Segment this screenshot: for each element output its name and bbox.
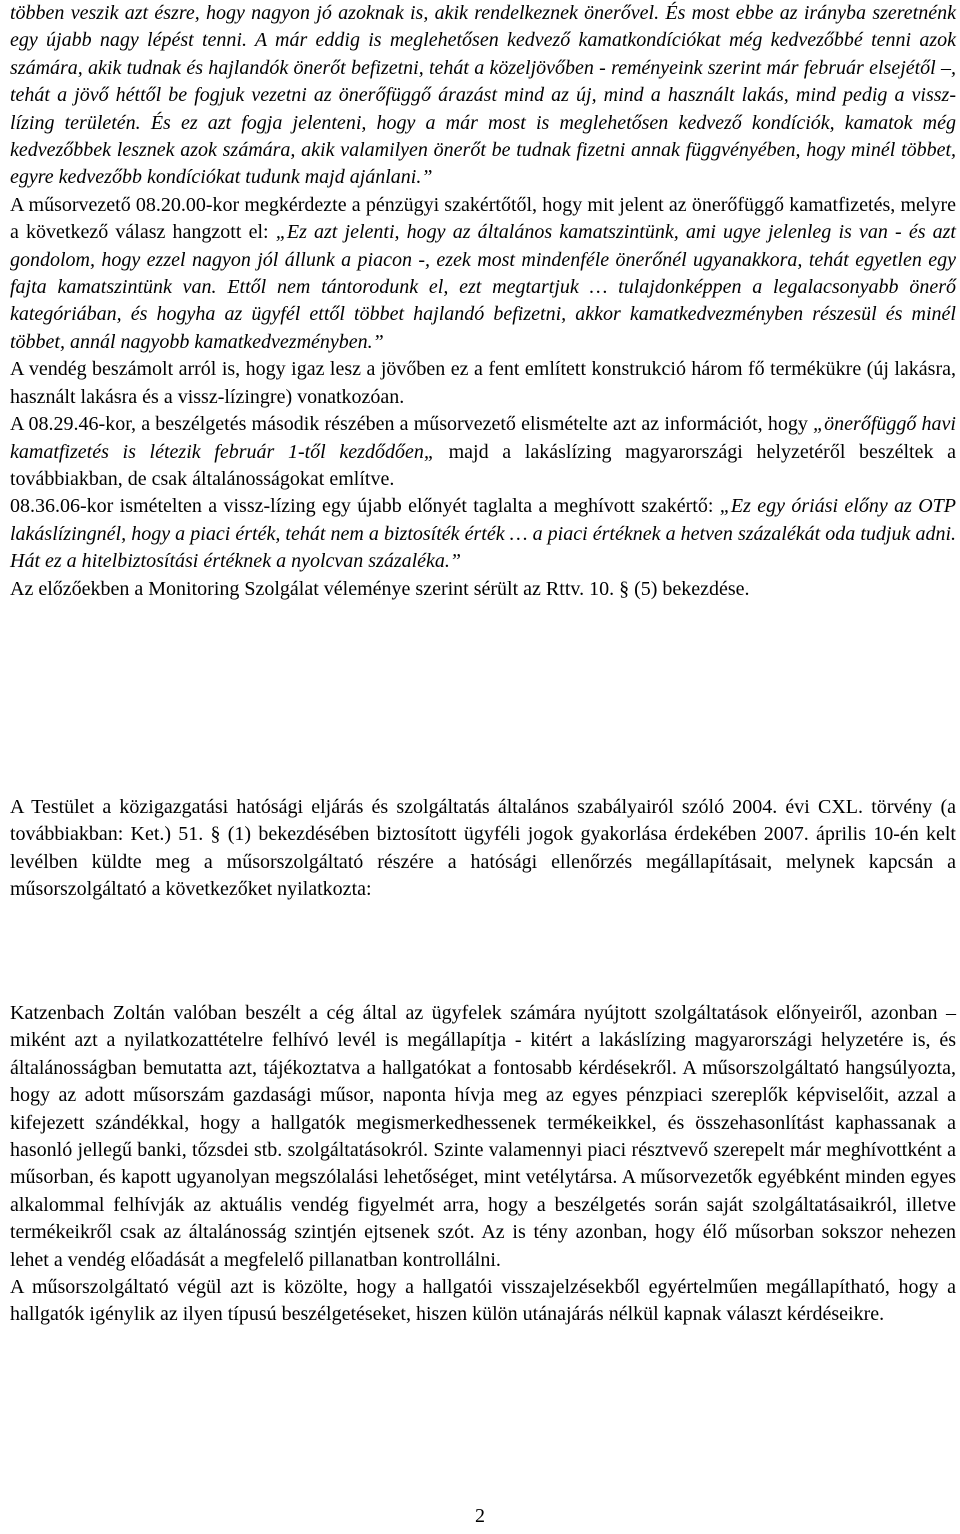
text-2: A vendég beszámolt arról is, hogy igaz lesz a jövőben ez a fent említett konstrukció három fő termékükre (új lakásra, használt lakásra és a vissz-lízingre) vonatkozóan. (10, 358, 956, 408)
paragraph-feedback: A műsorszolgáltató végül azt is közölte, hogy a hallgatói visszajelzésekből egyértelműen megállapítható, hogy a hallgatók igénylik az ilyen típusú beszélgetéseket, hiszen külön utánajárás nélkül kapnak választ kérdéseikre. (10, 1276, 956, 1326)
paragraph-katzenbach: Katzenbach Zoltán valóban beszélt a cég által az ügyfelek számára nyújtott szolgáltatások előnyeiről, azonban – miként azt a nyilatkozattételre felhívó levél is megállapítja - kitért a lakáslízing magyarországi helyzetére is, és általánosságban bemutatta azt, tájékoztatva a hallgatókat a fontosabb kérdésekről. A műsorszolgáltató hangsúlyozta, hogy az adott műsorszám gazdasági műsor, naponta hívja meg az egyes pénzpiaci szereplők képviselőit, azzal a kifejezett szándékkal, hogy a hallgatók megismerkedhessenek termékeikkel, és összehasonlítást kaphassanak a hasonló jellegű banki, tőzsdei stb. szolgáltatásokról. Szinte valamennyi piaci résztvevő szerepelt már meghívottként a műsorban, és kapott ugyanolyan megszólalási lehetőséget, mint vetélytársa. A műsorvezetők egyébként minden egyes alkalommal felhívják az aktuális vendég figyelmét arra, hogy a beszélgetés során saját szolgáltatásaikról, illetve termékeikről csak az általánosság szintjén ejtsenek szót. Az is tény azonban, hogy élő műsorban sokszor nehezen lehet a vendég előadását a megfelelő pillanatban kontrollálni. (10, 1002, 956, 1271)
quote-italic-2: „Ez azt jelenti, hogy az általános kamatszintünk, ami ugye jelenleg is van - és azt gondolom, hogy ezzel nagyon jól állunk a piacon -, ezek most mindenféle önerőnél ugyanakkora, tehát egyetlen egy fajta kamatszintünk van. Ettől nem tántorodunk el, ezt megtartjuk … tulajdonképpen a legalacsonyabb önerő kategóriában, és hogyha az ügyfél ettől többet hajlandó befizetni, akkor kamatkedvezményben részesül és minél többet, annál nagyobb kamatkedvezményben.” (10, 221, 956, 353)
broadcaster-statement (10, 1000, 956, 1329)
text-5: 08.36.06-kor ismételten a vissz-lízing egy újabb előnyét taglalta a meghívott szakértő: (10, 495, 720, 518)
monitoring-conclusion: Az előzőekben a Monitoring Szolgálat véleménye szerint sérült az Rttv. 10. § (5) bekezdése. (10, 577, 750, 600)
quote-italic-3: „önerőfüggő havi kamatfizetés is létezik február 1-től kezdődően„ (10, 413, 956, 463)
page-number: 2 (475, 1505, 485, 1527)
text-1: A műsorvezető 08.20.00-kor megkérdezte a pénzügyi szakértőtől, hogy mit jelent az önerőfüggő kamatfizetés, melyre a következő válasz hangzott el: (10, 193, 956, 244)
text-4: majd a lakáslízing magyarországi helyzetéről beszéltek a továbbiakban, de csak általánosságokat említve. (10, 440, 956, 490)
quote-italic-1: többen veszik azt észre, hogy nagyon jó azoknak is, akik rendelkeznek önerővel. És most ebbe az irányba szeretnénk egy újabb nagy lépést tenni. A már eddig is meglehetősen kedvező kamatkondíciókat még kedvezőbbé tenni azok számára, akik tudnak és hajlandók önerőt befizetni, tehát a közeljövőben - reményeink szerint már február elsejétől –, tehát a jövő héttől be fogjuk vezetni az önerőfüggő árazást mind az új, mind a használt lakás, mind pedig a vissz-lízing területén. És ez azt fogja jelenteni, hogy a már most is meglehetősen kedvező kondíciók, kamatok még kedvezőbbek lesznek azok számára, akik valamilyen önerőt be tudnak fizetni annak függvényében, hogy minél többet, egyre kedvezőbb kondíciókat tudunk majd ajánlani.” (10, 2, 956, 189)
transcript-section (10, 0, 956, 603)
paragraph-ket: A Testület a közigazgatási hatósági eljárás és szolgáltatás általános szabályairól szóló 2004. évi CXL. törvény (a továbbiakban: Ket.) 51. § (1) bekezdésében biztosított ügyféli jogok gyakorlása érdekében 2007. április 10-én kelt levélben küldte meg a műsorszolgáltató részére a hatósági ellenőrzés megállapításait, melynek kapcsán a műsorszolgáltató a következőket nyilatkozta: (10, 796, 956, 901)
text-3: A 08.29.46-kor, a beszélgetés második részében a műsorvezető elismételte azt az információt, hogy (10, 413, 814, 436)
quote-italic-4: „Ez egy óriási előny az OTP lakáslízingnél, hogy a piaci érték, tehát nem a biztosíték érték … a piaci értéknek a hetven százalékát oda tudjuk adni. Hát ez a hitelbiztosítási értéknek a nyolcvan százaléka.” (10, 495, 956, 573)
